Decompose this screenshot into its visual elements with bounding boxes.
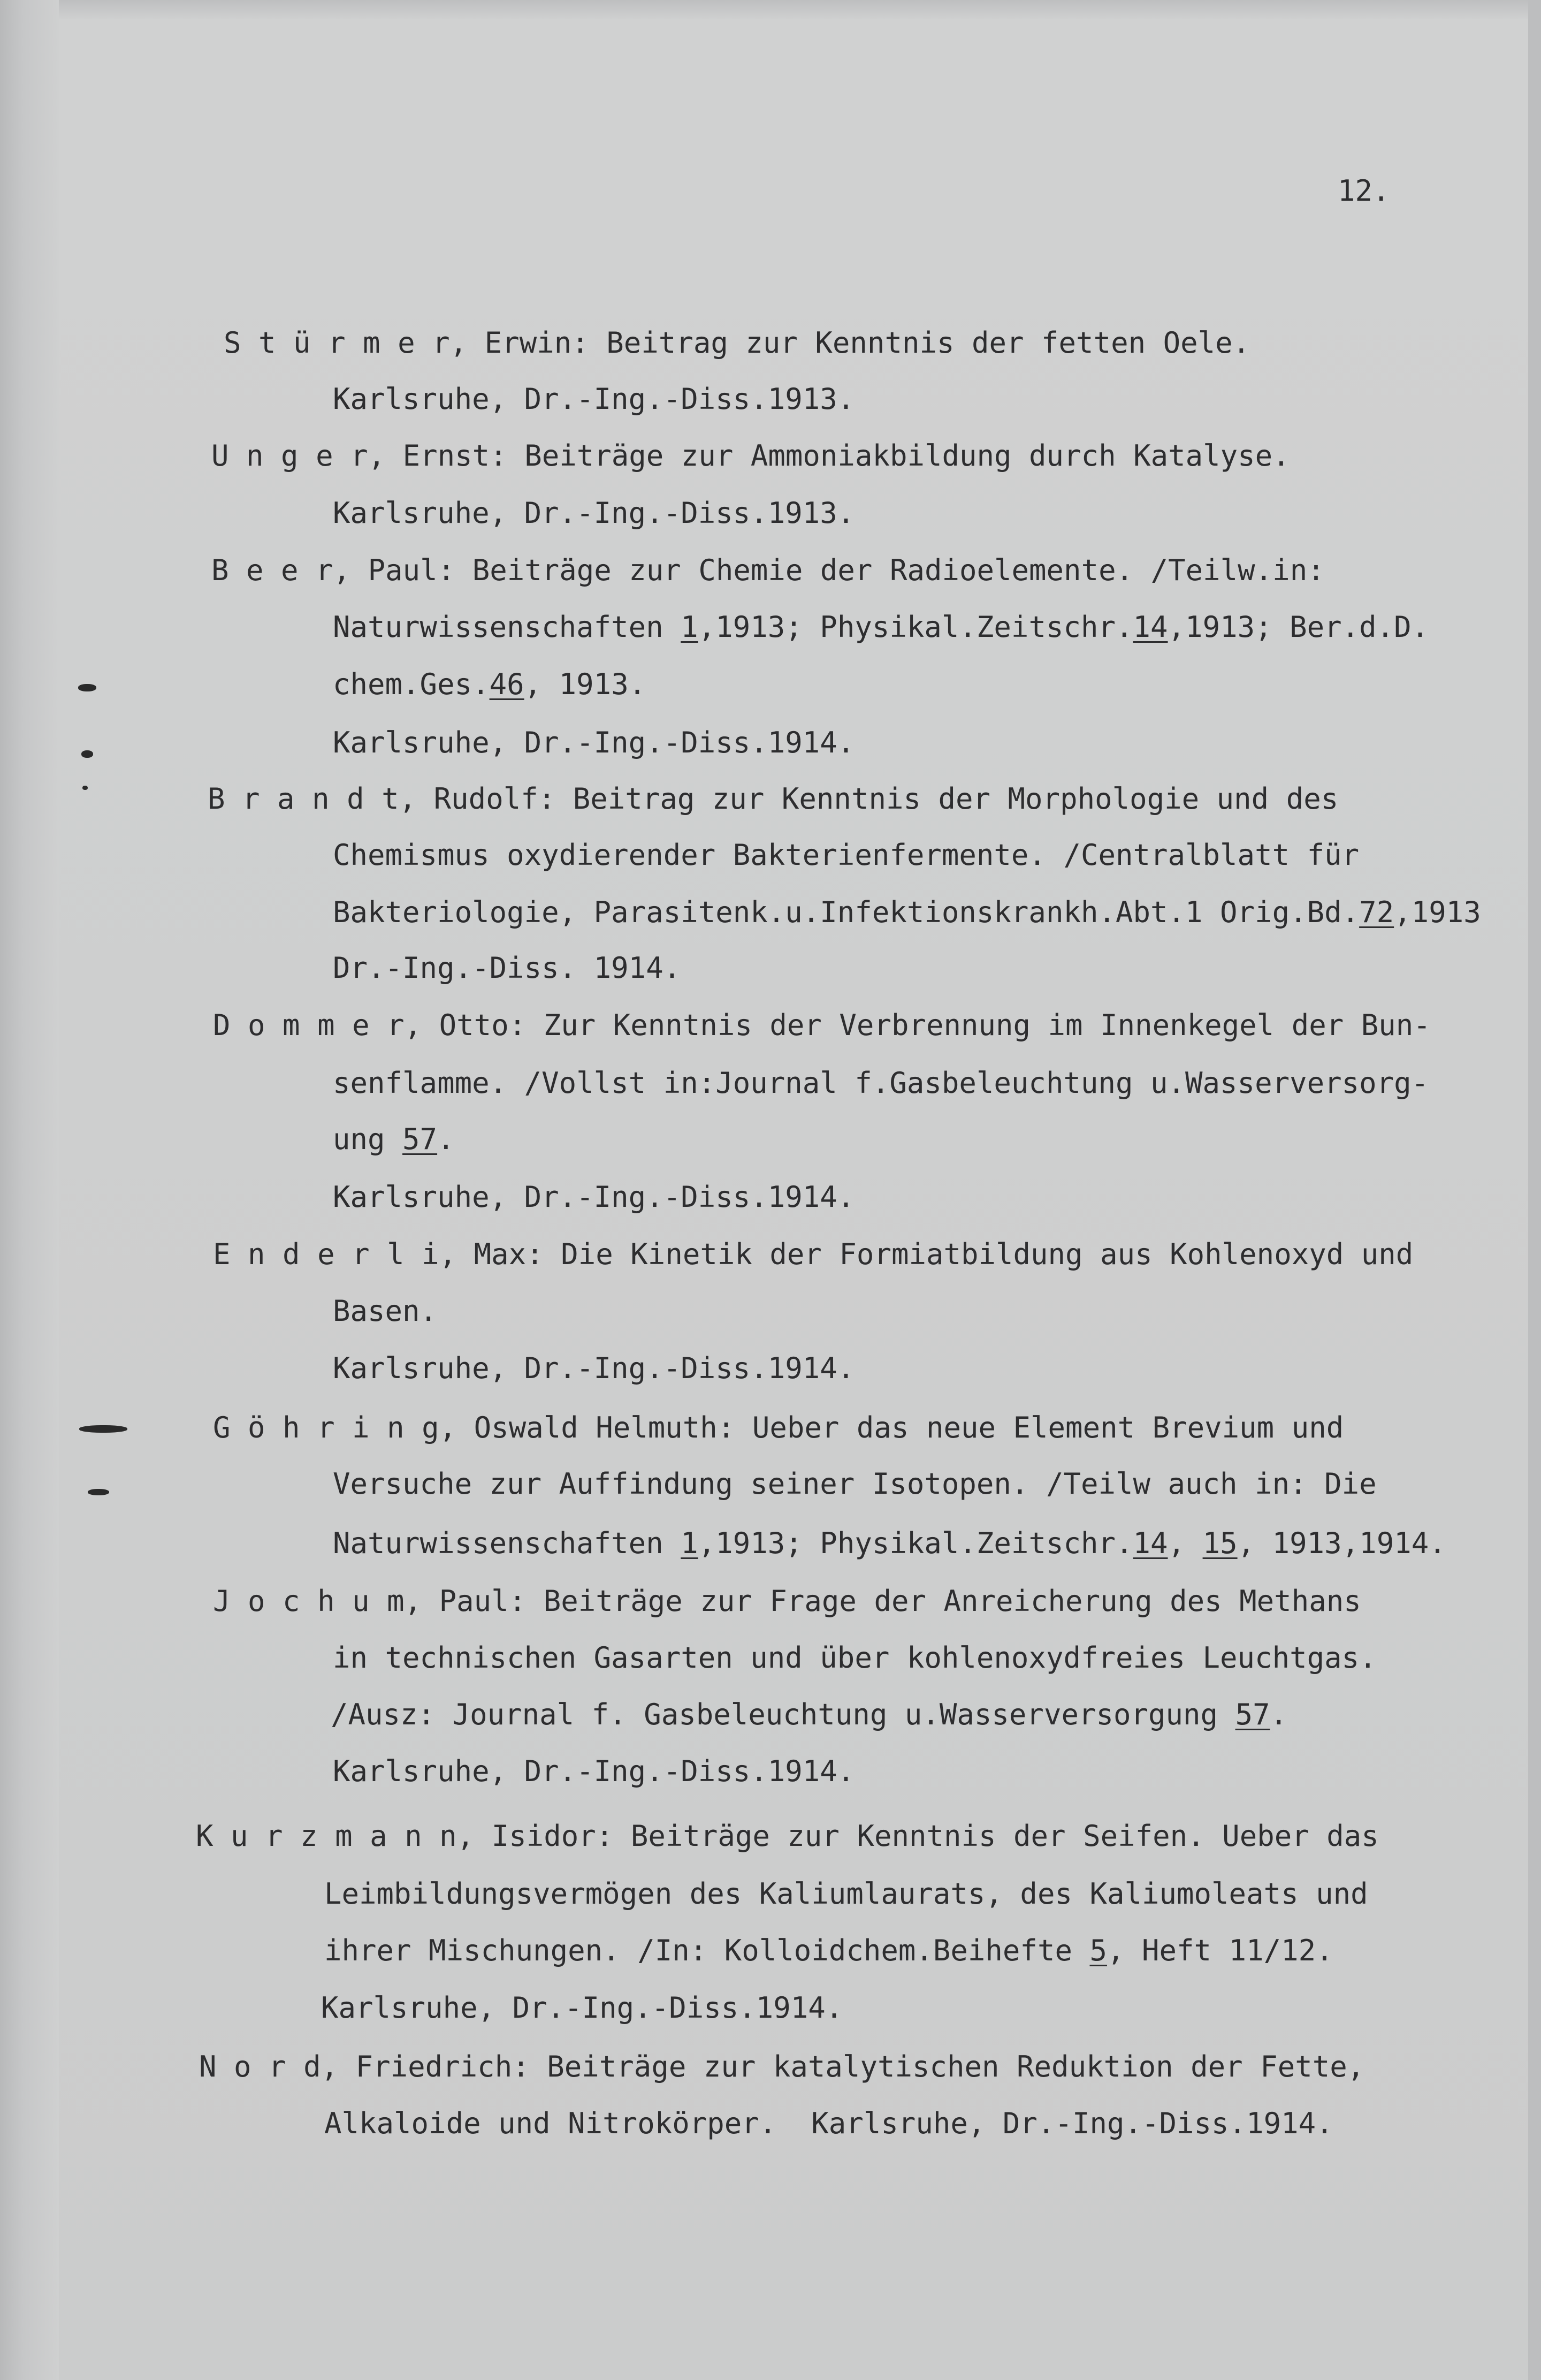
entry-kurzmann-line-4: Karlsruhe, Dr.-Ing.-Diss.1914. <box>321 1991 843 2025</box>
paper-right-edge <box>1528 0 1541 2380</box>
margin-mark <box>79 1425 127 1433</box>
author-given: Otto <box>439 1008 509 1042</box>
entry-brandt-line-4: Dr.-Ing.-Diss. 1914. <box>333 951 681 985</box>
entry-enderli-line-2: Basen. <box>333 1294 438 1328</box>
author-given: Erwin <box>484 326 572 360</box>
author-given: Paul <box>439 1584 509 1618</box>
entry-goehring-line-3: Naturwissenschaften 1,1913; Physikal.Zeitschr.14, 15, 1913,1914. <box>333 1526 1446 1560</box>
author-surname: E n d e r l i <box>213 1237 439 1271</box>
entry-nord-line-2: Alkaloide und Nitrokörper. Karlsruhe, Dr.-Ing.-Diss.1914. <box>324 2107 1333 2140</box>
entry-goehring-line-1: G ö h r i n g, Oswald Helmuth: Ueber das neue Element Brevium und <box>213 1411 1344 1444</box>
entry-dommer-line-1: D o m m e r, Otto: Zur Kenntnis der Verbrennung im Innenkegel der Bun- <box>213 1008 1431 1042</box>
author-surname: B e e r <box>211 553 333 587</box>
entry-beer-line-3: chem.Ges.46, 1913. <box>333 667 646 701</box>
margin-mark <box>88 1489 109 1495</box>
author-surname: N o r d <box>199 2050 321 2084</box>
entry-stuermer-line-2: Karlsruhe, Dr.-Ing.-Diss.1913. <box>333 382 855 416</box>
entry-unger-line-1: U n g e r, Ernst: Beiträge zur Ammoniakbildung durch Katalyse. <box>211 439 1290 473</box>
author-surname: G ö h r i n g <box>213 1411 439 1444</box>
author-given: Oswald Helmuth <box>474 1411 718 1444</box>
entry-dommer-line-2: senflamme. /Vollst in:Journal f.Gasbeleuchtung u.Wasserversorg- <box>333 1066 1429 1100</box>
margin-mark <box>81 750 93 758</box>
entry-beer-line-2: Naturwissenschaften 1,1913; Physikal.Zeitschr.14,1913; Ber.d.D. <box>333 610 1429 644</box>
paper-top-edge <box>0 0 1541 19</box>
entry-brandt-line-2: Chemismus oxydierender Bakterienfermente. /Centralblatt für <box>333 838 1360 872</box>
margin-mark <box>78 684 96 691</box>
entry-brandt-line-1: B r a n d t, Rudolf: Beitrag zur Kenntnis der Morphologie und des <box>208 782 1339 816</box>
author-surname: K u r z m a n n <box>196 1819 457 1853</box>
margin-mark <box>82 786 88 790</box>
entry-dommer-line-4: Karlsruhe, Dr.-Ing.-Diss.1914. <box>333 1180 855 1214</box>
entry-kurzmann-line-1: K u r z m a n n, Isidor: Beiträge zur Kenntnis der Seifen. Ueber das <box>196 1819 1379 1853</box>
author-given: Ernst <box>402 439 490 473</box>
entry-kurzmann-line-3: ihrer Mischungen. /In: Kolloidchem.Beihefte 5, Heft 11/12. <box>324 1934 1333 1967</box>
entry-jochum-line-1: J o c h u m, Paul: Beiträge zur Frage der Anreicherung des Methans <box>213 1584 1361 1618</box>
entry-beer-line-1: B e e r, Paul: Beiträge zur Chemie der Radioelemente. /Teilw.in: <box>211 553 1325 587</box>
author-given: Friedrich <box>355 2050 513 2084</box>
entry-jochum-line-2: in technischen Gasarten und über kohlenoxydfreies Leuchtgas. <box>333 1641 1377 1675</box>
author-surname: B r a n d t <box>208 782 399 816</box>
page-number: 12. <box>1338 174 1390 208</box>
entry-beer-line-4: Karlsruhe, Dr.-Ing.-Diss.1914. <box>333 726 855 759</box>
author-given: Max <box>474 1237 527 1271</box>
author-given: Isidor <box>491 1819 596 1853</box>
entry-enderli-line-1: E n d e r l i, Max: Die Kinetik der Formiatbildung aus Kohlenoxyd und <box>213 1237 1414 1271</box>
entry-goehring-line-2: Versuche zur Auffindung seiner Isotopen. /Teilw auch in: Die <box>333 1467 1377 1501</box>
paper-left-edge <box>0 0 59 2380</box>
author-surname: U n g e r <box>211 439 368 473</box>
entry-stuermer-line-1: S t ü r m e r, Erwin: Beitrag zur Kenntnis der fetten Oele. <box>224 326 1250 360</box>
author-surname: J o c h u m <box>213 1584 405 1618</box>
author-surname: S t ü r m e r <box>224 326 450 360</box>
entry-jochum-line-4: Karlsruhe, Dr.-Ing.-Diss.1914. <box>333 1754 855 1788</box>
entry-unger-line-2: Karlsruhe, Dr.-Ing.-Diss.1913. <box>333 496 855 530</box>
entry-enderli-line-3: Karlsruhe, Dr.-Ing.-Diss.1914. <box>333 1351 855 1385</box>
entry-nord-line-1: N o r d, Friedrich: Beiträge zur katalytischen Reduktion der Fette, <box>199 2050 1365 2084</box>
entry-kurzmann-line-2: Leimbildungsvermögen des Kaliumlaurats, des Kaliumoleats und <box>324 1877 1368 1911</box>
author-given: Paul <box>368 553 438 587</box>
author-given: Rudolf <box>433 782 538 816</box>
entry-dommer-line-3: ung 57. <box>333 1122 455 1156</box>
entry-jochum-line-3: /Ausz: Journal f. Gasbeleuchtung u.Wasserversorgung 57. <box>331 1698 1288 1731</box>
author-surname: D o m m e r <box>213 1008 405 1042</box>
entry-brandt-line-3: Bakteriologie, Parasitenk.u.Infektionskrankh.Abt.1 Orig.Bd.72,1913 <box>333 895 1481 929</box>
